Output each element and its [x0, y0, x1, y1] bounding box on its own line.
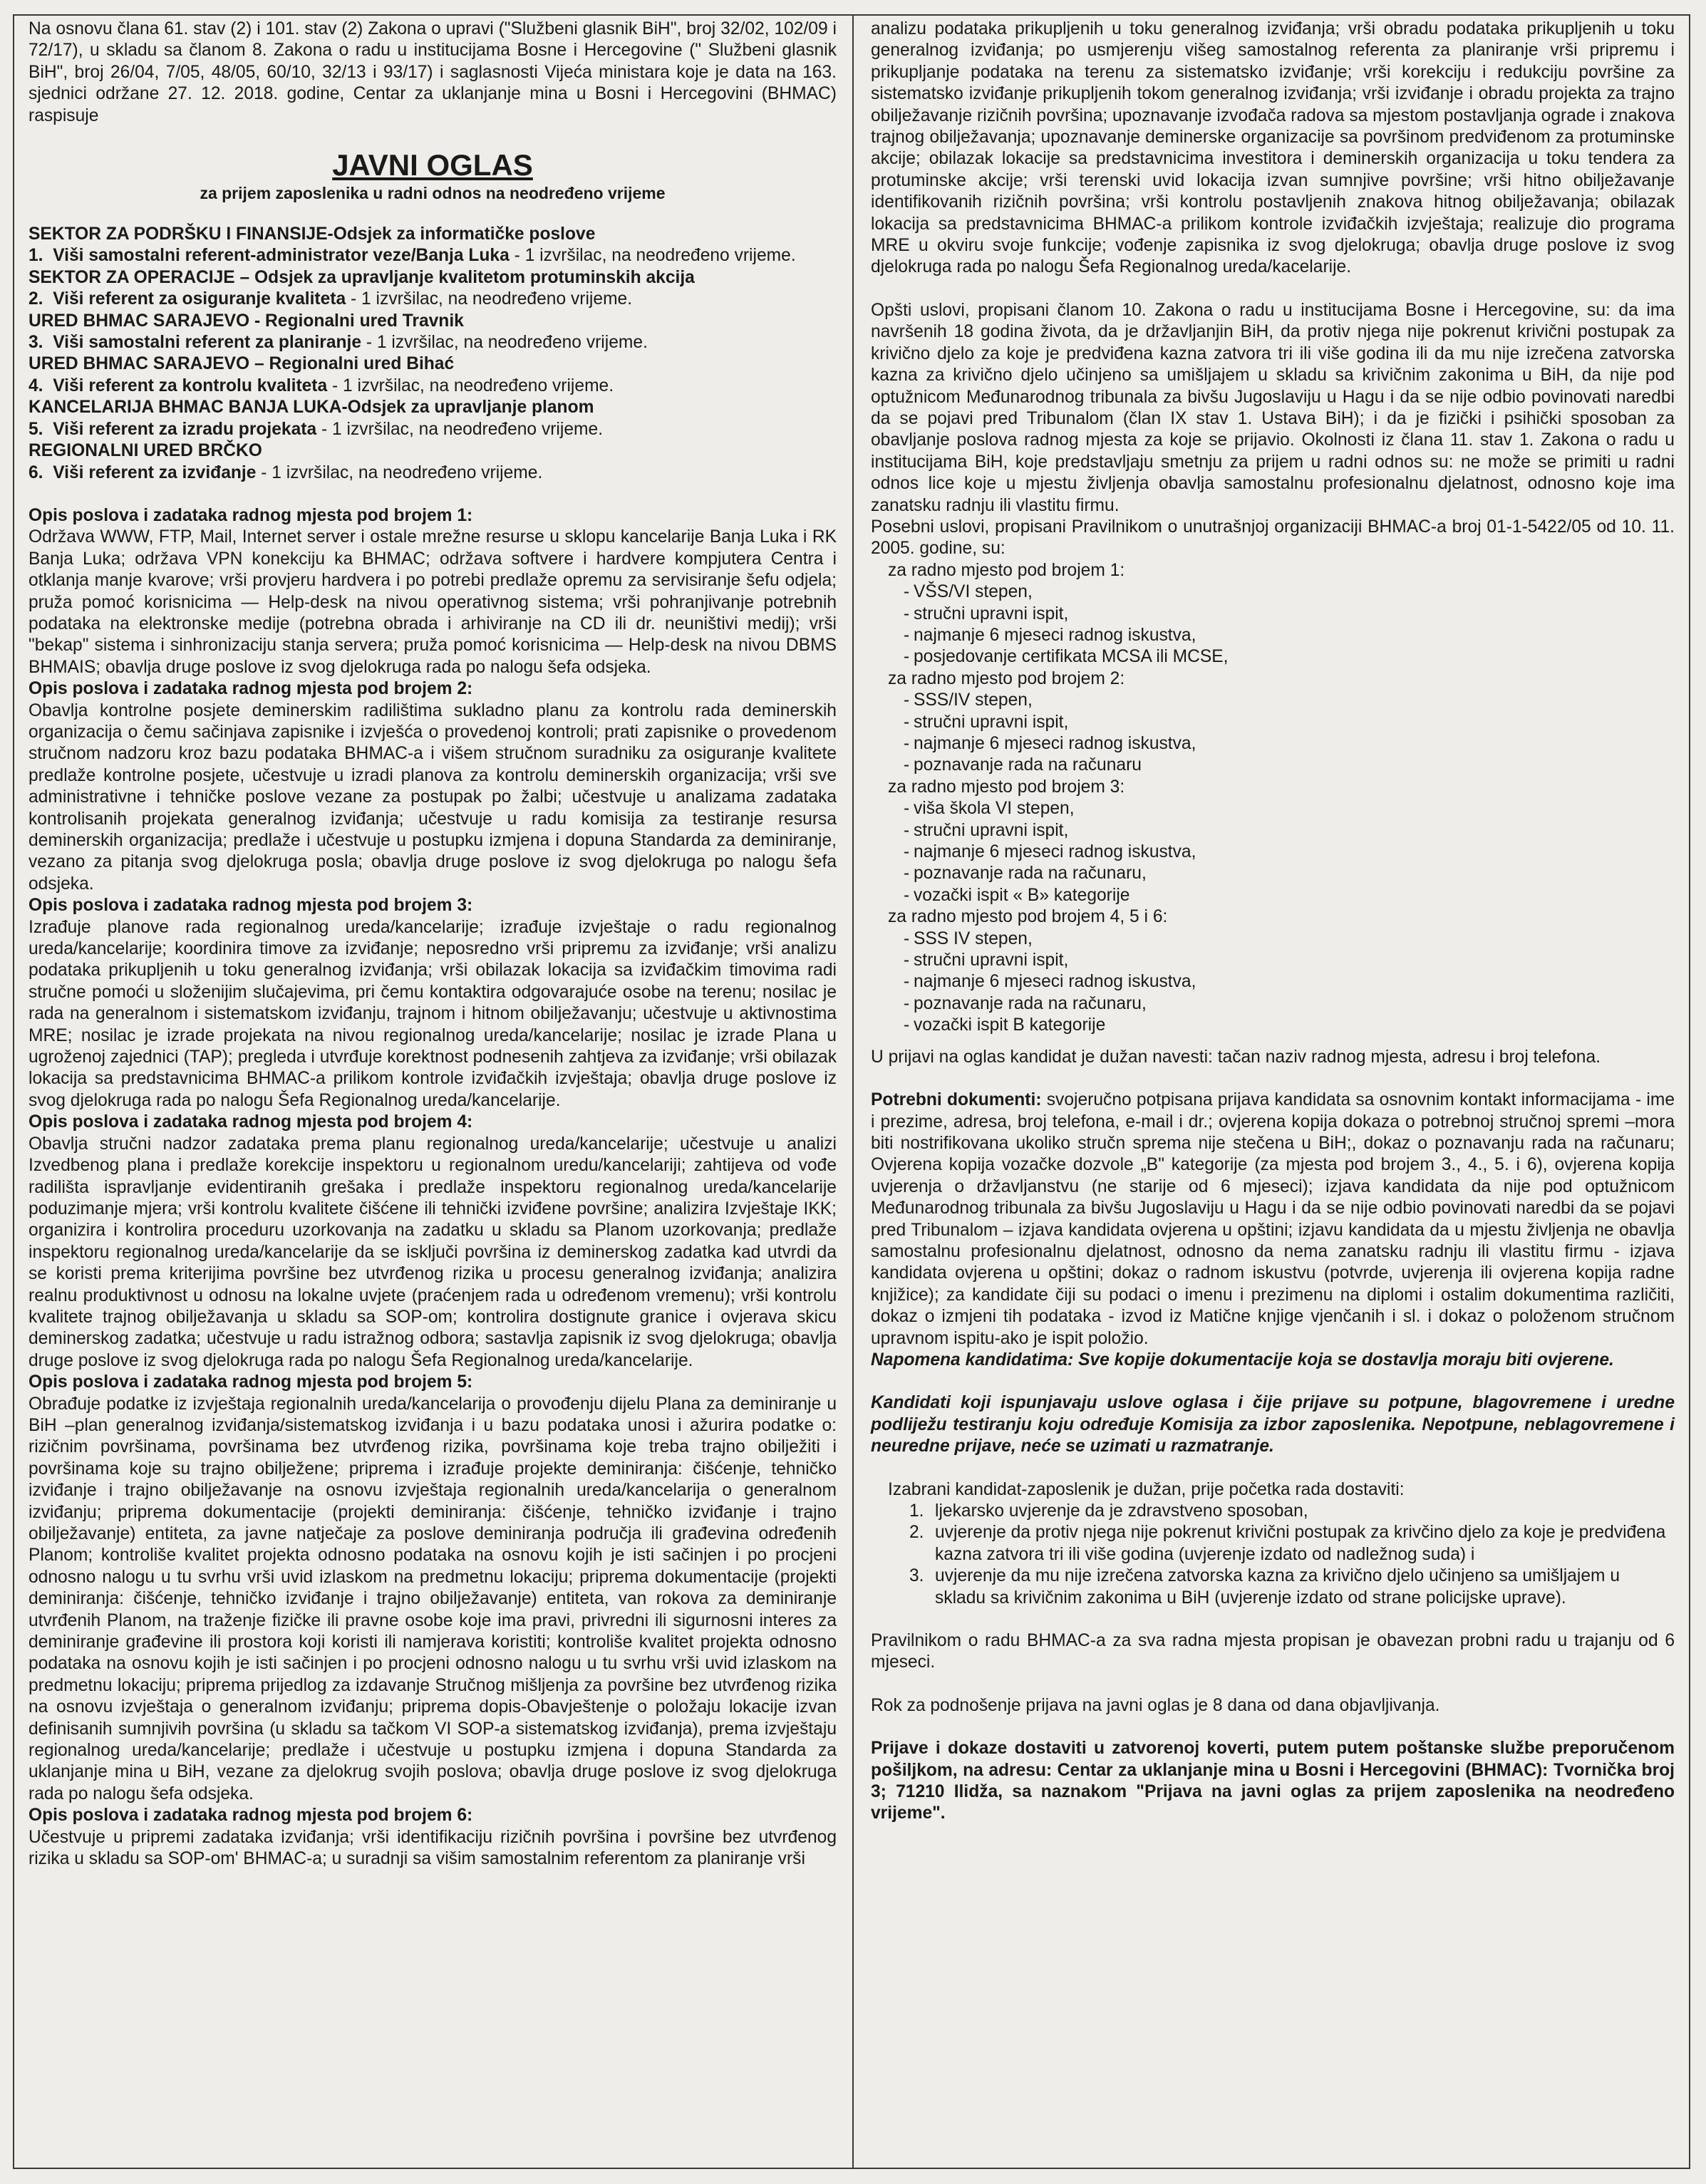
requirement-item: - stručni upravni ispit, [871, 712, 1675, 733]
duties-text: Izrađuje planove rada regionalnog ureda/kancelarije; izrađuje izvještaje o radu regionalnog ureda/kancelarije; koordinira timove za izviđanje; neposredno vrši pripremu za izviđanje; vrši analizu podataka prikupljenih u toku generalnog izviđanja; vrši obilazak lokacija sa izviđačkim timovima radi stručne pomoći u složenijim slučajevima, pri čemu kontaktira odgovarajuće osobe na terenu; nosilac je rada na generalnom i sistematskom izviđanju, trajnom i hitnom obilježavanju; učestvuje u aktivnostima MRE; nosilac je izrade projekata na nivou regionalnog ureda/kancelarije; nosilac je izrade Plana u ugroženoj zajednici (TAP); pregleda i utvrđuje korektnost podnesenih zahtjeva za izviđanje; vrši obilazak lokacija sa predstavnicima BHMAC-a prilikom kontrole izviđačkih izvještaja; obavlja druge poslove iz svog djelokruga rada po nalogu Šefa Regionalnog ureda/kancelarije. [29, 917, 837, 1110]
deadline-note: Rok za podnošenje prijava na javni oglas je 8 dana od dana objavljivanja. [871, 1695, 1440, 1715]
requirement-heading: za radno mjesto pod brojem 2: [888, 668, 1125, 688]
position-item: 6. Viši referent za izviđanje - 1 izvršilac, na neodređeno vrijeme. [29, 462, 543, 482]
ad-title: JAVNI OGLAS [332, 148, 533, 182]
duties-text: Održava WWW, FTP, Mail, Internet server i ostale mrežne resurse u sklopu kancelarije Banja Luka i RK Banja Luka; održava VPN konekciju ka BHMAC; održava softvere i hardvere kompjutera Centra i otklanja manje kvarove; vrši provjeru hardvera i po potrebi predlaže opremu za servisiranje šefu odjela; pruža pomoć korisnicima — Help-desk na nivou operativnog sistema; vrši pohranjivanje potrebnih podataka na elektronske medije (potrebna obrada i arhiviranje na CD ili dr. neuništivi medij); vrši "bekap" sistema i sinhronizaciju stanja servera; pruža pomoć korisnicima — Help-desk na nivou DBMS BHMAIS; obavlja druge poslove iz svog djelokruga rada po nalogu šefa odsjeka. [29, 527, 837, 677]
sector-heading: SEKTOR ZA OPERACIJE – Odsjek za upravljanje kvalitetom protuminskih akcija [29, 267, 695, 287]
duties-heading: Opis poslova i zadataka radnog mjesta pod brojem 6: [29, 1806, 473, 1826]
selected-heading: Izabrani kandidat-zaposlenik je dužan, prije početka rada dostaviti: [888, 1479, 1405, 1499]
selected-item: 2. uvjerenje da protiv njega nije pokrenut krivični postupak za krivčino djelo za koje je predviđena kazna zatvora tri ili više godina (uvjerenje izdato od nadležnog suda) i [909, 1523, 1666, 1564]
requirement-item: - VŠS/VI stepen, [871, 581, 1675, 603]
requirement-item: - poznavanje rada na računaru [871, 755, 1675, 776]
sector-heading: SEKTOR ZA PODRŠKU I FINANSIJE-Odsjek za informatičke poslove [29, 224, 596, 244]
requirement-item: - stručni upravni ispit, [871, 604, 1675, 625]
requirement-item: - najmanje 6 mjeseci radnog iskustva, [871, 842, 1675, 863]
sector-heading: KANCELARIJA BHMAC BANJA LUKA-Odsjek za upravljanje planom [29, 398, 594, 418]
special-conditions: Posebni uslovi, propisani Pravilnikom o unutrašnjoj organizaciji BHMAC-a broj 01-1-5422/05 od 10. 11. 2005. godine, su: [871, 517, 1675, 559]
candidate-note: Napomena kandidatima: Sve kopije dokumentacije koja se dostavlja moraju biti ovjerene. [871, 1350, 1614, 1370]
column-divider [852, 14, 854, 2168]
ad-subtitle: za prijem zaposlenika u radni odnos na neodređeno vrijeme [200, 184, 666, 203]
general-conditions: Opšti uslovi, propisani članom 10. Zakona o radu u institucijama Bosne i Hercegovine, su: da ima navršenih 18 godina života, da je državljanjin BiH, da protiv njega nije pokrenut krivični postupak za krivično djelo za koje je predviđena kazna zatvora tri ili više godina ili da mu nije izrečena zatvorska kazna za krivično djelo učinjeno sa umišljajem u skladu sa krivičnim zakonima u BiH, da nije pod optužnicom Međunarodnog tribunala za bivšu Jugoslaviju u Hagu i da se nije odbio povinovati naredbi da se pojavi pred Tribunalom (član IX stav 1. Ustava BiH); i da je fizički i psihički sposoban za obavljanje poslova radnog mjesta za koje se prijavio. Okolnosti iz člana 11. stav 1. Zakona o radu u institucijama BiH, koje predstavljaju smetnju za prijem u radni odnos su: ne može se primiti u radni odnos lice koje u mjestu življenja obavlja samostalnu profesionalnu djelatnost, odnosno koje ima zanatsku radnju ili vlastitu firmu. [871, 300, 1675, 515]
position-item: 1. Viši samostalni referent-administrator veze/Banja Luka - 1 izvršilac, na neodređeno vrijeme. [29, 246, 796, 266]
duties-text: Obrađuje podatke iz izvještaja regionalnih ureda/kancelarija o provođenju dijelu Plana za deminiranje u BiH –plan generalnog izviđanja/sistematskog izviđanja i u bazu podataka unosi i ažurira podatke o: rizičnim površinama, površinama bez utvrđenog rizika, površinama koje treba trajno obilježiti i površinama koje su trajno obilježene; priprema i izrađuje projekte deminiranja: čišćenje, tehničko izviđanje i trajno obilježavanje na osnovu izvještaja regionalnih ureda/kancelarija o generalnom izviđanju; priprema dokumentacije (projekti deminiranja: čišćenje, tehničko izviđanje i trajno obilježavanje) entiteta, za javne natječaje za poslove deminiranja područja ili građevina određenih Planom; kontroliše kvalitet projekta odnosno podataka na osnovu kojih je isti sačinjen i po procjeni odnosno nalogu u tu svrhu vrši uvid izlaskom na predmetnu lokaciju; priprema dokumentacije (projekti deminiranja: čišćenje, tehničko izviđanje i trajno obilježavanje) entiteta, van rokova za deminiranje utvrđenih Planom, na traženje fizičke ili pravne osobe koje ima pravi, privredni ili sigurnosni interes za deminiranje građevine ili prostora koji koristi ili namjerava koristiti; kontroliše kvalitet projekta odnosno podataka na osnovu kojih je isti sačinjen i po procjeni odnosno nalogu u tu svrhu vrši uvid izlaskom na predmetnu lokaciju; priprema prijedlog za izdavanje Stručnog mišljenja za površine bez utvrđenog rizika na osnovu izvještaja o generalnom izviđanju; priprema dopis-Obavještenje o položaju lokacije izvan definisanih sumnjivih površina (u skladu sa tačkom VI SOP-a sistematskog izviđanja), prema izvještaju regionalnog ureda/kancelarije; predlaže i učestvuje u postupku izmjena i dopuna Standarda za uklanjanje mina u BiH, vezane za djelokrug svojih poslova; obavlja druge poslove iz svog djelokruga rada po nalogu šefa odsjeka. [29, 1394, 837, 1803]
right-column [871, 19, 1675, 1825]
requirement-item: - poznavanje rada na računaru, [871, 993, 1675, 1015]
duties-text: Učestvuje u pripremi zadataka izviđanja; vrši identifikaciju rizičnih površina i površine bez utvrđenog rizika u skladu sa SOP-om' BHMAC-a; u suradnji sa višim samostalnim referentom za planiranje vrši [29, 1827, 837, 1869]
requirement-item: - stručni upravni ispit, [871, 820, 1675, 842]
requirement-heading: za radno mjesto pod brojem 1: [888, 560, 1125, 580]
duties-text: Obavlja kontrolne posjete deminerskim radilištima sukladno planu za kontrolu rada deminerskih organizacija o čemu sačinjava zapisnike i izvješća o provedenoj kontroli; prati zapisnike o provedenom stručnom nadzoru kroz bazu podataka BHMAC-a i višem stručnom suradniku za osiguranje kvalitete predlaže kontrolne posjete, učestvuje u izradi planova za kontrolu deminerskih organizacija; vrši sve administrativne i tehničke poslove vezane za postupak po žalbi; učestvuje u analizama zadataka kontrolisanih projekata generalnog izviđanja; učestvuje u radu komisija za testiranje resursa deminerskih organizacija; predlaže i učestvuje u postupku izmjena i dopuna Standarda za deminiranje, vezano za pitanja svog djelokruga posla; obavlja druge poslove iz svog djelokruga po nalogu šefa odsjeka. [29, 700, 837, 894]
requirement-item: - posjedovanje certifikata MCSA ili MCSE, [871, 646, 1675, 668]
requirement-item: - vozački ispit « B» kategorije [871, 885, 1675, 906]
selected-list [871, 1501, 1675, 1609]
requirement-item: - poznavanje rada na računaru, [871, 863, 1675, 884]
duties-heading: Opis poslova i zadataka radnog mjesta pod brojem 2: [29, 679, 473, 699]
duties-heading: Opis poslova i zadataka radnog mjesta pod brojem 5: [29, 1372, 473, 1392]
submission-instructions: Prijave i dokaze dostaviti u zatvorenoj koverti, putem putem poštanske službe preporučenom pošiljkom, na adresu: Centar za uklanjanje mina u Bosni i Hercegovini (BHMAC): Tvornička broj 3; 71210 Ilidža, sa naznakom "Prijava na javni oglas za prijem zaposlenika na neodređeno vrijeme". [871, 1739, 1675, 1823]
duties-text-continued: analizu podataka prikupljenih u toku generalnog izviđanja; vrši obradu podataka prikupljenih u toku generalnog izviđanja; po usmjerenju višeg samostalnog referenta za planiranje vrši pripremu i prikupljanje podataka na terenu za sistematsko izviđanje; vrši korekciju i redukciju površine za sistematsko izviđanje prikupljenih tokom generalnog izviđanja; vrši izviđanje i obradu projekta za trajno obilježavanje rizičnih površina; upoznavanje izvođača radova sa mjestom postavljanja ograde i znakova trajnog obilježavanja; upoznavanje deminerske organizacije sa površinom predviđenom za protuminske akcije; obilazak lokacije sa predstavnicima investitora i deminerskih organizacija u toku tendera za protuminske akcije; vrši terenski uvid lokacija izvan sumnjive površine; vrši hitno obilježavanje identifikovanih rizičnih površina; vrši kontrolu postavljenih znakova hitnog obilježavanja; obilazak lokacija sa predstavnicima BHMAC-a prilikom kontrole izviđačkih izvještaja; realizuje dio programa MRE u okviru svoje funkcije; vođenje zapisnika iz svog djelokruga; obavlja druge poslove iz svog djelokruga rada po nalogu Šefa Regionalnog ureda/kacelarije. [871, 19, 1675, 277]
selected-item: 3. uvjerenje da mu nije izrečena zatvorska kazna za krivično djelo učinjeno sa umišljajem u skladu sa krivičnim zakonima u BiH (uvjerenje izdato od strane policijske uprave). [909, 1566, 1620, 1608]
sector-heading: URED BHMAC SARAJEVO - Regionalni ured Travnik [29, 311, 464, 331]
left-column [29, 19, 837, 1870]
duties-text: Obavlja stručni nadzor zadataka prema planu regionalnog ureda/kancelarije; učestvuje u analizi Izvedbenog plana i predlaže korekcije inspektoru u regionalnom uredu/kancelariji; zahtijeva od vođe radilišta ispravljanje evidentiranih grešaka i predlaže inspektoru regionalnog ureda/kancelarije poduzimanje mjera; vrši kontrolu kvalitete čišćene ili tehnički izviđene površine; analizira Izvještaje IKK; organizira i kontrolira proceduru uzorkovanja na zadatku u skladu sa Planom uzorkovanja; predlaže inspektoru regionalnog ureda/kancelarije da se isključi površina iz deminerskog zadatka kad utvrdi da se koristi prema kriterijima površine bez utvrđenog rizika u procesu generalnog izviđanja; analizira realnu produktivnost u odnosu na lokalne uvjete (praćenjem rada u određenom vremenu); vrši kontrolu kvalitete trajnog obilježavanja u skladu sa SOP-om; kontrolira dostignute granice i ovjerava skicu deminerskog zadatka; učestvuje u radu istražnog odbora; sastavlja zapisnik iz svog djelokruga; obavlja druge poslove iz svog djelokruga rada po nalogu Šefa Regionalnog ureda/kancelarije. [29, 1134, 837, 1370]
duties-heading: Opis poslova i zadataka radnog mjesta pod brojem 1: [29, 505, 473, 525]
requirement-heading: za radno mjesto pod brojem 4, 5 i 6: [888, 907, 1168, 927]
duties-heading: Opis poslova i zadataka radnog mjesta pod brojem 4: [29, 1112, 473, 1132]
requirement-heading: za radno mjesto pod brojem 3: [888, 777, 1125, 797]
requirement-item: - SSS/IV stepen, [871, 690, 1675, 711]
testing-note: Kandidati koji ispunjavaju uslove oglasa i čije prijave su potpune, blagovremene i uredne podliježu testiranju koju određuje Komisija za izbor zaposlenika. Nepotpune, neblagovremene i neuredne prijave, neće se uzimati u razmatranje. [871, 1393, 1675, 1456]
requirement-item: - vozački ispit B kategorije [871, 1015, 1675, 1036]
requirements-list [871, 560, 1675, 1037]
sector-heading: REGIONALNI URED BRČKO [29, 441, 262, 461]
requirement-item: - najmanje 6 mjeseci radnog iskustva, [871, 733, 1675, 755]
positions-list [29, 224, 837, 484]
intro-paragraph: Na osnovu člana 61. stav (2) i 101. stav (2) Zakona o upravi ("Službeni glasnik BiH", broj 32/02, 102/09 i 72/17), u skladu sa članom 8. Zakona o radu u institucijama Bosne i Hercegovine (" Službeni glasnik BiH", broj 26/04, 7/05, 48/05, 60/10, 32/13 i 93/17) i saglasnosti Vijeća ministara koje je data na 163. sjednici održane 27. 12. 2018. godine, Centar za uklanjanje mina u Bosni i Hercegovini (BHMAC) raspisuje [29, 19, 837, 125]
requirement-item: - SSS IV stepen, [871, 928, 1675, 950]
position-item: 4. Viši referent za kontrolu kvaliteta - 1 izvršilac, na neodređeno vrijeme. [29, 376, 614, 395]
requirement-item: - viša škola VI stepen, [871, 798, 1675, 819]
duties-heading: Opis poslova i zadataka radnog mjesta pod brojem 3: [29, 896, 473, 916]
requirement-item: - stručni upravni ispit, [871, 950, 1675, 971]
documents-paragraph: Potrebni dokumenti: svojeručno potpisana prijava kandidata sa osnovnim kontakt informacijama - ime i prezime, adresa, broj telefona, e-mail i dr.; ovjerena kopija dokaza o potrebnoj stručnoj spremi –mora biti nostrifikovana ukoliko stručn sprema nije stečena u BiH;, dokaz o poznavanju rada na računaru; Ovjerena kopija vozačke dozvole „B" kategorije (za mjesta pod brojem 3., 4., 5. i 6), ovjerena kopija uvjerenja o državljanstvu (ne starije od 6 mjeseci); izjava kandidata da nije pod optužnicom Međunarodnog tribunala za bivšu Jugoslaviju u Hagu i da se nije odbio povinovati naredbi da se pojavi pred Tribunalom – izjava kandidata ovjerena u opštini; izjavu kandidata da u mjestu življenja ne obavlja samostalnu profesionalnu djelatnost, odnosno da nema zanatsku radnju ili vlastitu firmu - izjava kandidata ovjerena u opštini; dokaz o radnom iskustvu (potvrde, uvjerenja ili ovjerena kopija radne knjižice); za kandidate čiji su podaci o imenu i prezimenu na diplomi i ostalim dokumentima različiti, dokaz o izmjeni tih podataka - izvod iz Matične knjige vjenčanih i sl. i dokaz o položenom stručnom upravnom ispitu-ako je ispit položio. [871, 1090, 1675, 1348]
documents-heading: Potrebni dokumenti: [871, 1090, 1042, 1110]
requirement-item: - najmanje 6 mjeseci radnog iskustva, [871, 971, 1675, 993]
requirement-item: - najmanje 6 mjeseci radnog iskustva, [871, 625, 1675, 646]
sector-heading: URED BHMAC SARAJEVO – Regionalni ured Bihać [29, 354, 455, 374]
selected-item: 1. ljekarsko uvjerenje da je zdravstveno sposoban, [909, 1501, 1308, 1521]
probation-note: Pravilnikom o radu BHMAC-a za sva radna mjesta propisan je obavezan probni radu u trajanju od 6 mjeseci. [871, 1631, 1675, 1672]
position-item: 2. Viši referent za osiguranje kvaliteta - 1 izvršilac, na neodređeno vrijeme. [29, 289, 633, 309]
position-item: 5. Viši referent za izradu projekata - 1 izvršilac, na neodređeno vrijeme. [29, 419, 604, 439]
application-note: U prijavi na oglas kandidat je dužan navesti: tačan naziv radnog mjesta, adresu i broj telefona. [871, 1047, 1601, 1067]
position-item: 3. Viši samostalni referent za planiranje - 1 izvršilac, na neodređeno vrijeme. [29, 333, 648, 353]
